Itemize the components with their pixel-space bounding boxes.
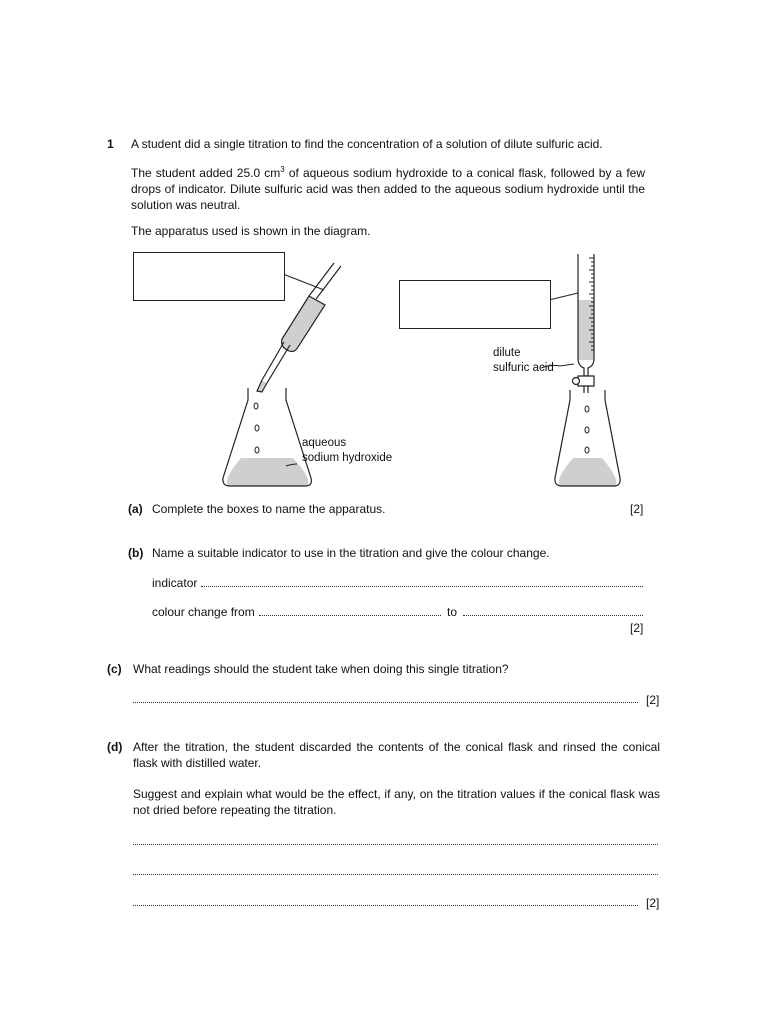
part-a-text: Complete the boxes to name the apparatus. bbox=[152, 502, 386, 516]
colour-from-label: colour change from bbox=[152, 605, 255, 619]
answer-box-pipette[interactable] bbox=[133, 252, 285, 301]
part-c-answer-line[interactable] bbox=[133, 692, 638, 703]
colour-to-answer-line[interactable] bbox=[463, 605, 643, 616]
part-c-text: What readings should the student take when doing this single titration? bbox=[133, 662, 509, 676]
part-d-text: After the titration, the student discarded the contents of the conical flask and rinsed the conical flask with distilled water. bbox=[133, 740, 660, 770]
superscript-3: 3 bbox=[280, 165, 285, 174]
colour-from-answer-line[interactable] bbox=[259, 605, 441, 616]
label-dilute: dilute bbox=[493, 347, 521, 359]
answer-box-burette[interactable] bbox=[399, 280, 551, 329]
indicator-label: indicator bbox=[152, 576, 198, 590]
part-a-letter: (a) bbox=[128, 502, 143, 516]
paragraph-text-end: of aqueous sodium hydroxide to a conical flask, followed by a few drops of indicator. Dilute sulfuric acid was then added to the aqueous sodium hydroxide until the solution was neutral. bbox=[131, 166, 645, 212]
part-d-answer-line-2[interactable] bbox=[133, 864, 658, 875]
conical-flask-left bbox=[223, 388, 312, 486]
part-d-suggest: Suggest and explain what would be the effect, if any, on the titration values if the conical flask was not dried before repeating the titration. bbox=[133, 787, 660, 817]
part-d-answer-line-1[interactable] bbox=[133, 834, 658, 845]
part-d-answer-line-3[interactable] bbox=[133, 895, 638, 906]
conical-flask-right bbox=[555, 390, 620, 486]
label-aqueous: aqueous bbox=[302, 437, 347, 449]
label-sulfuric-acid: sulfuric acid bbox=[493, 362, 554, 374]
part-b-text: Name a suitable indicator to use in the titration and give the colour change. bbox=[152, 546, 550, 560]
apparatus-sentence: The apparatus used is shown in the diagram. bbox=[131, 224, 371, 238]
question-number: 1 bbox=[107, 137, 114, 151]
part-c-letter: (c) bbox=[107, 662, 122, 676]
part-d-letter: (d) bbox=[107, 740, 123, 754]
burette-icon bbox=[573, 254, 595, 393]
part-c-marks: [2] bbox=[646, 693, 660, 707]
part-d-marks: [2] bbox=[646, 896, 660, 910]
part-b-letter: (b) bbox=[128, 546, 144, 560]
label-sodium-hydroxide: sodium hydroxide bbox=[302, 452, 393, 464]
indicator-answer-line[interactable] bbox=[201, 576, 643, 587]
question-intro: A student did a single titration to find the concentration of a solution of dilute sulfuric acid. bbox=[131, 137, 603, 151]
to-label: to bbox=[447, 605, 458, 619]
paragraph-text-start: The student added 25.0 cm bbox=[131, 166, 281, 180]
part-b-marks: [2] bbox=[630, 621, 644, 635]
part-a-marks: [2] bbox=[630, 502, 644, 516]
